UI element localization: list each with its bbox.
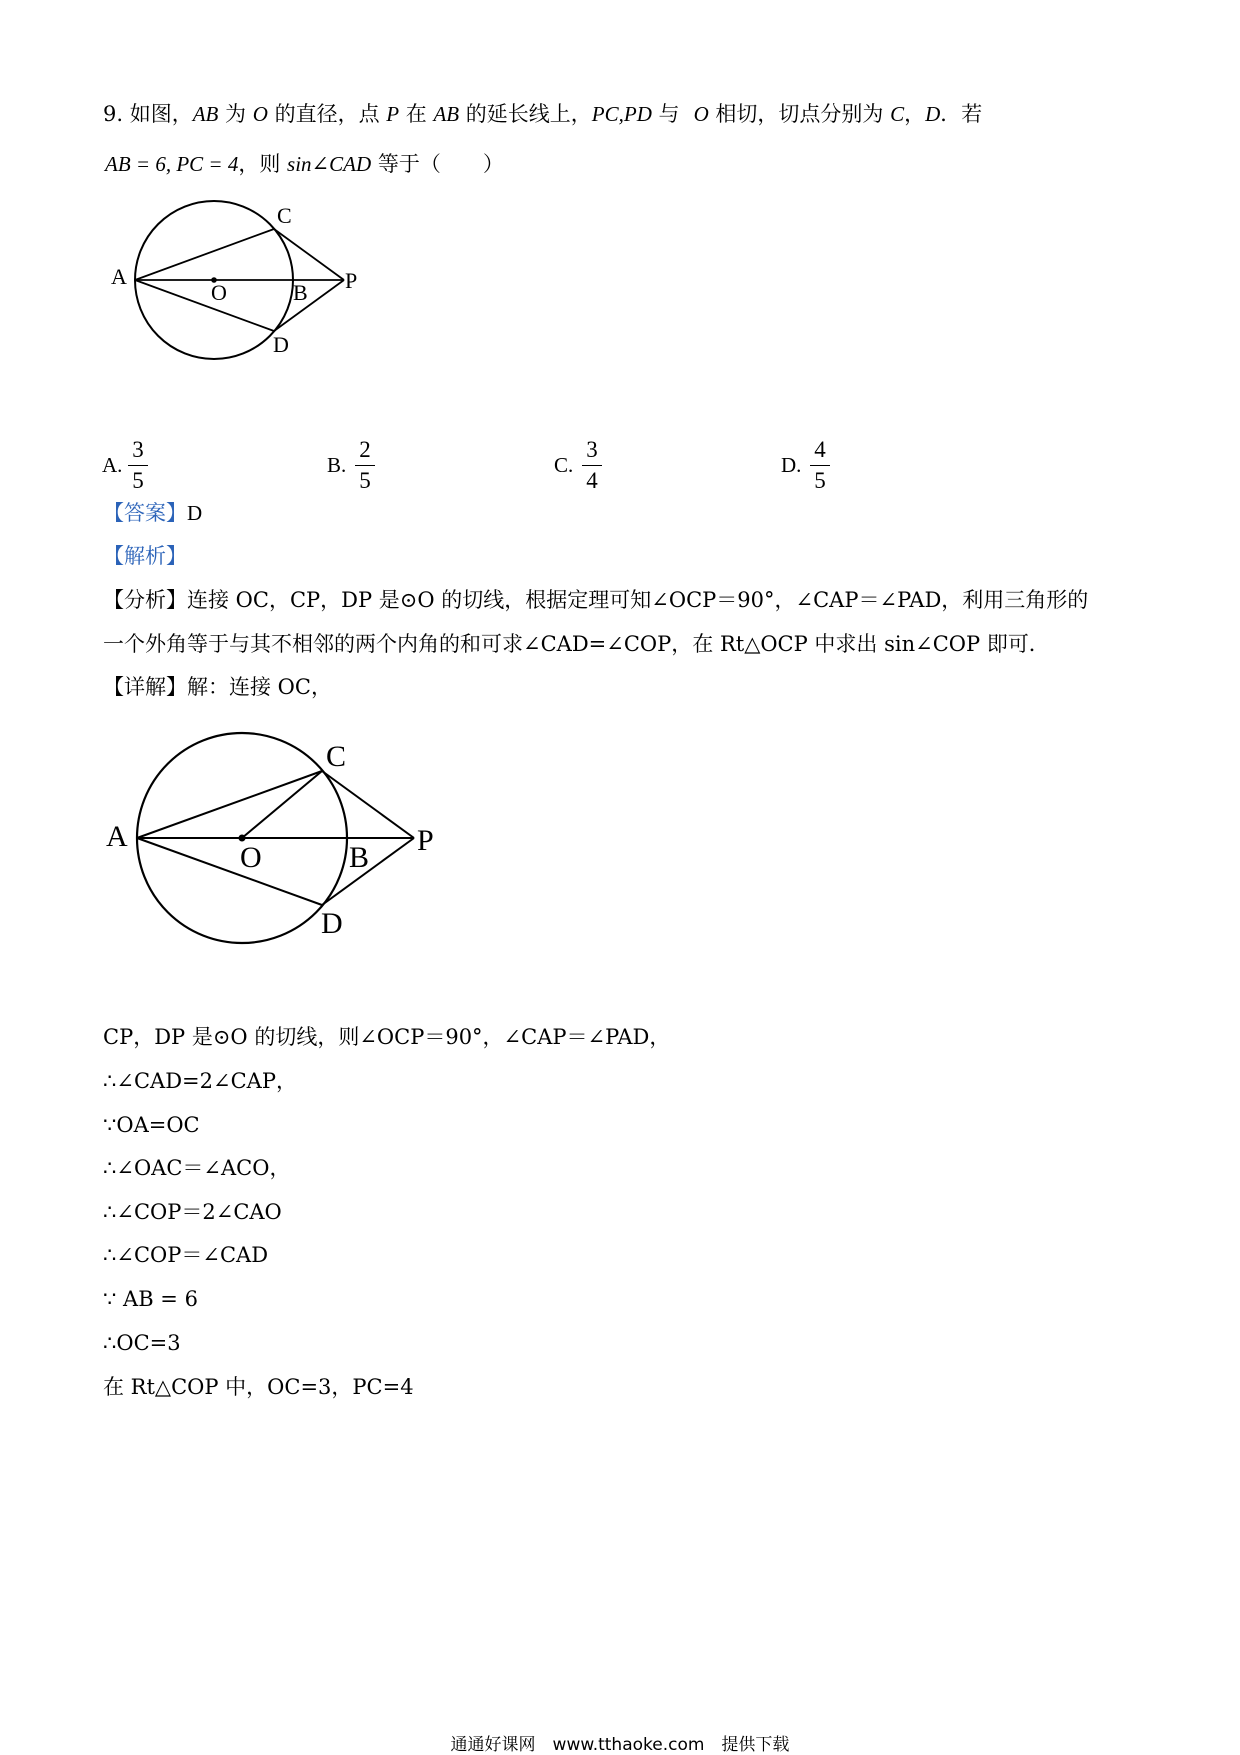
question-text: ，则 xyxy=(238,152,288,176)
line-ac xyxy=(135,229,274,280)
fenxi-line-2: 一个外角等于与其不相邻的两个内角的和可求∠CAD=∠COP，在 Rt△OCP 中求出 sin∠COP 即可． xyxy=(103,632,1050,656)
option-d-fraction xyxy=(810,437,830,494)
label-a: A xyxy=(106,820,128,853)
step-1: CP，DP 是⊙O 的切线，则∠OCP＝90°，∠CAP＝∠PAD， xyxy=(103,1025,671,1049)
math-sin-cad: sin∠CAD xyxy=(287,152,372,176)
math-pc-pd: PC,PD xyxy=(591,102,652,126)
math-condition: AB = 6, PC = 4 xyxy=(105,152,239,176)
option-a-numerator: 3 xyxy=(132,437,144,462)
question-line-1 xyxy=(103,104,982,125)
option-a-denominator: 5 xyxy=(132,468,144,493)
step-3: ∵OA=OC xyxy=(103,1113,200,1137)
math-o: O xyxy=(252,102,268,126)
line-ac xyxy=(137,771,322,838)
geometry-figure-1 xyxy=(100,195,380,365)
label-b: B xyxy=(293,280,308,305)
answer-line xyxy=(103,503,202,524)
answer-value: D xyxy=(187,501,203,525)
option-a-fraction xyxy=(128,437,148,494)
step-6: ∴∠COP＝∠CAD xyxy=(103,1243,269,1267)
label-o: O xyxy=(211,280,227,305)
label-p: P xyxy=(417,824,434,857)
math-o: O xyxy=(693,102,709,126)
analysis-tag: 【解析】 xyxy=(103,544,187,568)
step-9: 在 Rt△COP 中，OC=3，PC=4 xyxy=(103,1375,414,1399)
math-ab: AB xyxy=(192,102,219,126)
option-b-numerator: 2 xyxy=(359,437,371,462)
option-c-fraction xyxy=(582,437,602,494)
math-ab: AB xyxy=(433,102,460,126)
label-a: A xyxy=(111,264,127,289)
question-text: ．若 xyxy=(940,102,983,126)
label-d: D xyxy=(321,907,343,940)
geometry-figure-2 xyxy=(100,730,450,950)
step-2: ∴∠CAD=2∠CAP， xyxy=(103,1069,297,1093)
option-c-numerator: 3 xyxy=(586,437,598,462)
line-dp xyxy=(274,280,344,331)
line-oc xyxy=(242,771,322,838)
line-cp xyxy=(322,771,414,838)
step-4: ∴∠OAC＝∠ACO， xyxy=(103,1156,291,1180)
detail-text: 解：连接 OC， xyxy=(187,675,332,699)
label-b: B xyxy=(349,841,370,874)
question-text: 的延长线上， xyxy=(459,102,592,126)
fenxi-tag: 【分析】 xyxy=(103,588,187,612)
fenxi-text-1: 连接 OC，CP，DP 是⊙O 的切线，根据定理可知∠OCP＝90°，∠CAP＝∠PAD，利用三角形的 xyxy=(187,588,1089,612)
step-8: ∴OC=3 xyxy=(103,1331,181,1355)
option-a-label: A. xyxy=(102,453,123,477)
option-c-denominator: 4 xyxy=(586,468,598,493)
option-d-numerator: 4 xyxy=(814,437,826,462)
option-d-label: D. xyxy=(781,453,802,477)
math-c: C xyxy=(890,102,905,126)
question-text: 的直径，点 xyxy=(267,102,387,126)
question-text: 在 xyxy=(399,102,434,126)
question-text: 为 xyxy=(218,102,253,126)
detail-tag: 【详解】 xyxy=(103,675,187,699)
label-o: O xyxy=(240,841,262,874)
option-d-denominator: 5 xyxy=(814,468,826,493)
question-text: ， xyxy=(904,102,926,126)
option-b-label: B. xyxy=(327,453,347,477)
math-p: P xyxy=(386,102,400,126)
label-c: C xyxy=(326,740,347,773)
label-p: P xyxy=(345,268,358,293)
label-d: D xyxy=(273,332,289,357)
question-text: 与 xyxy=(651,102,680,126)
step-7: ∵ AB = 6 xyxy=(103,1287,198,1311)
option-b-denominator: 5 xyxy=(359,468,371,493)
question-line-2 xyxy=(105,154,504,175)
question-text: 等于（ ） xyxy=(371,152,504,176)
page-footer: 通通好课网 www.tthaoke.com 提供下载 xyxy=(450,1735,790,1755)
option-b-fraction xyxy=(355,437,375,494)
line-ad xyxy=(137,838,322,905)
line-cp xyxy=(274,229,344,280)
question-text: 相切，切点分别为 xyxy=(708,102,891,126)
question-text: 9. 如图， xyxy=(103,102,193,126)
line-ad xyxy=(135,280,274,331)
fenxi-line-1 xyxy=(103,590,1088,611)
answer-tag: 【答案】 xyxy=(103,501,187,525)
detail-line xyxy=(103,677,332,698)
label-c: C xyxy=(277,203,292,228)
option-c-label: C. xyxy=(554,453,574,477)
step-5: ∴∠COP＝2∠CAO xyxy=(103,1200,282,1224)
math-d: D xyxy=(925,102,941,126)
